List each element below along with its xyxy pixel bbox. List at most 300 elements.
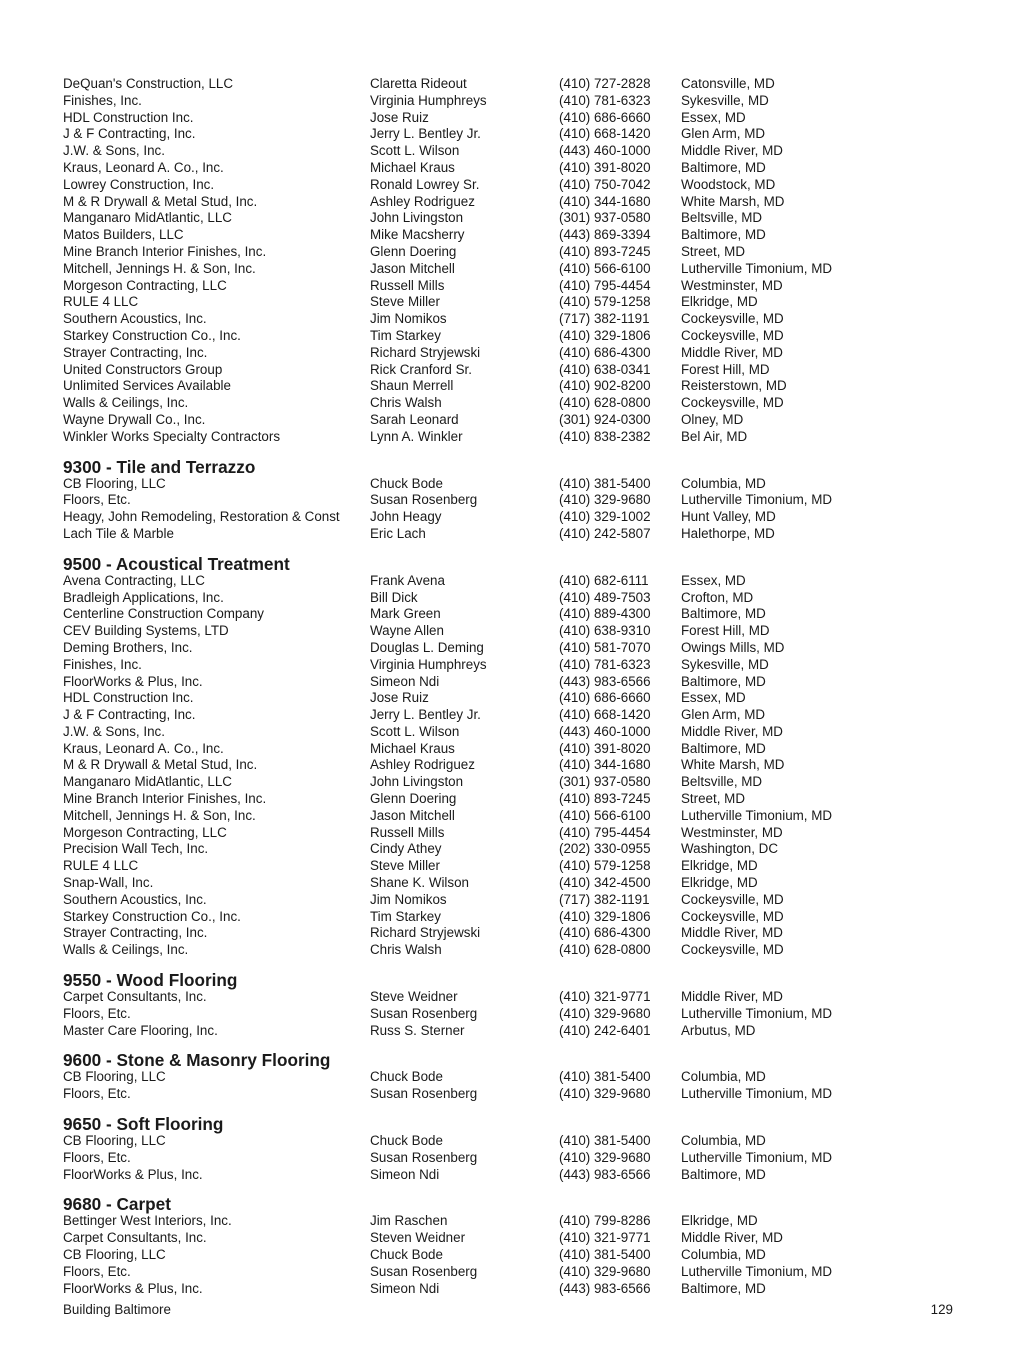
location: Baltimore, MD [681,673,766,689]
directory-row [63,909,963,926]
contact-name: Glenn Doering [370,791,457,807]
phone-number: (410) 889-4300 [559,606,651,622]
phone-number: (410) 329-9680 [559,1149,651,1165]
phone-number: (410) 579-1258 [559,294,651,310]
contact-name: John Heagy [370,509,442,525]
location: Owings Mills, MD [681,639,785,655]
contact-name: Steve Miller [370,858,440,874]
phone-number: (410) 329-1002 [559,509,651,525]
directory-row [63,606,963,623]
location: Forest Hill, MD [681,361,770,377]
company-name: Carpet Consultants, Inc. [63,1230,207,1246]
contact-name: Chuck Bode [370,1133,443,1149]
contact-name: Steve Weidner [370,989,458,1005]
contact-name: Susan Rosenberg [370,492,478,508]
contact-name: Susan Rosenberg [370,1086,478,1102]
company-name: United Constructors Group [63,361,223,377]
company-name: J & F Contracting, Inc. [63,707,196,723]
directory-row [63,825,963,842]
location: Reisterstown, MD [681,378,787,394]
company-name: J.W. & Sons, Inc. [63,143,165,159]
phone-number: (410) 381-5400 [559,475,651,491]
phone-number: (410) 391-8020 [559,740,651,756]
location: Baltimore, MD [681,740,766,756]
contact-name: Chuck Bode [370,475,443,491]
location: Middle River, MD [681,1230,783,1246]
phone-number: (410) 329-9680 [559,1263,651,1279]
company-name: DeQuan's Construction, LLC [63,76,234,91]
directory-row [63,160,963,177]
location: Lutherville Timonium, MD [681,807,833,823]
directory-row [63,210,963,227]
company-name: Manganaro MidAtlantic, LLC [63,774,232,790]
directory-section [63,1115,963,1183]
phone-number: (410) 668-1420 [559,707,651,723]
phone-number: (410) 329-1806 [559,908,651,924]
directory-row [63,278,963,295]
directory-row [63,194,963,211]
directory-row [63,429,963,446]
contact-name: Chris Walsh [370,395,442,411]
company-name: CB Flooring, LLC [63,475,166,491]
phone-number: (410) 242-5807 [559,525,651,541]
phone-number: (410) 795-4454 [559,824,651,840]
directory-section [63,1195,963,1297]
company-name: Southern Acoustics, Inc. [63,311,207,327]
company-name: Floors, Etc. [63,1149,131,1165]
company-name: Strayer Contracting, Inc. [63,925,208,941]
company-name: Floors, Etc. [63,1263,131,1279]
location: Glen Arm, MD [681,707,766,723]
company-name: CEV Building Systems, LTD [63,623,229,639]
directory-row [63,875,963,892]
directory-row [63,110,963,127]
phone-number: (410) 628-0800 [559,942,651,958]
location: Beltsville, MD [681,210,763,226]
directory-row [63,311,963,328]
contact-name: Simeon Ndi [370,1166,440,1182]
directory-row [63,741,963,758]
location: Bel Air, MD [681,428,748,444]
location: Baltimore, MD [681,227,766,243]
contact-name: Steve Miller [370,294,440,310]
location: Elkridge, MD [681,1213,758,1229]
phone-number: (410) 342-4500 [559,875,651,891]
directory-row [63,362,963,379]
contact-name: Russell Mills [370,824,445,840]
location: Elkridge, MD [681,858,758,874]
contact-name: Tim Starkey [370,327,441,343]
company-name: Morgeson Contracting, LLC [63,824,227,840]
directory-row [63,244,963,261]
company-name: Manganaro MidAtlantic, LLC [63,210,232,226]
contact-name: Claretta Rideout [370,76,467,91]
section-heading: 9550 - Wood Flooring [63,970,238,991]
directory-row [63,724,963,741]
location: Columbia, MD [681,1133,766,1149]
phone-number: (410) 795-4454 [559,277,651,293]
company-name: Unlimited Services Available [63,378,231,394]
location: Columbia, MD [681,475,766,491]
directory-row [63,509,963,526]
directory-row [63,328,963,345]
directory-row [63,294,963,311]
phone-number: (410) 750-7042 [559,176,651,192]
company-name: Walls & Ceilings, Inc. [63,395,189,411]
company-name: M & R Drywall & Metal Stud, Inc. [63,757,258,773]
phone-number: (410) 329-1806 [559,327,651,343]
contact-name: Michael Kraus [370,159,455,175]
company-name: Master Care Flooring, Inc. [63,1022,218,1038]
directory-row [63,476,963,493]
company-name: Mitchell, Jennings H. & Son, Inc. [63,807,256,823]
directory-row [63,1006,963,1023]
company-name: M & R Drywall & Metal Stud, Inc. [63,193,258,209]
location: Sykesville, MD [681,92,769,108]
contact-name: Russ S. Sterner [370,1022,465,1038]
location: Columbia, MD [681,1247,766,1263]
company-name: Mine Branch Interior Finishes, Inc. [63,791,267,807]
company-name: Starkey Construction Co., Inc. [63,327,241,343]
directory-row [63,942,963,959]
company-name: CB Flooring, LLC [63,1069,166,1085]
contact-name: Scott L. Wilson [370,143,460,159]
location: Halethorpe, MD [681,525,775,541]
company-name: Bettinger West Interiors, Inc. [63,1213,232,1229]
location: Forest Hill, MD [681,623,770,639]
directory-row [63,1264,963,1281]
phone-number: (443) 460-1000 [559,723,651,739]
company-name: Kraus, Leonard A. Co., Inc. [63,159,224,175]
footer-page-number: 129 [930,1302,953,1317]
location: Sykesville, MD [681,656,769,672]
contact-name: Cindy Athey [370,841,442,857]
phone-number: (410) 781-6323 [559,92,651,108]
company-name: J.W. & Sons, Inc. [63,723,165,739]
directory-section [63,76,963,446]
phone-number: (443) 869-3394 [559,227,651,243]
location: Lutherville Timonium, MD [681,1005,833,1021]
company-name: Floors, Etc. [63,1005,131,1021]
location: Middle River, MD [681,344,783,360]
contact-name: Susan Rosenberg [370,1005,478,1021]
company-name: Mine Branch Interior Finishes, Inc. [63,243,267,259]
phone-number: (410) 893-7245 [559,243,651,259]
contact-name: Tim Starkey [370,908,441,924]
company-name: Morgeson Contracting, LLC [63,277,227,293]
location: Catonsville, MD [681,76,775,91]
directory-row [63,93,963,110]
company-name: HDL Construction Inc. [63,109,194,125]
directory-row [63,126,963,143]
company-name: Precision Wall Tech, Inc. [63,841,209,857]
directory-row [63,1086,963,1103]
company-name: Mitchell, Jennings H. & Son, Inc. [63,260,256,276]
phone-number: (202) 330-0955 [559,841,651,857]
phone-number: (410) 321-9771 [559,989,651,1005]
section-heading: 9680 - Carpet [63,1194,171,1215]
contact-name: Susan Rosenberg [370,1149,478,1165]
company-name: Walls & Ceilings, Inc. [63,942,189,958]
phone-number: (410) 838-2382 [559,428,651,444]
company-name: Lowrey Construction, Inc. [63,176,215,192]
phone-number: (410) 329-9680 [559,1086,651,1102]
phone-number: (410) 381-5400 [559,1133,651,1149]
directory-section [63,971,963,1039]
contact-name: Jason Mitchell [370,807,455,823]
phone-number: (410) 489-7503 [559,589,651,605]
directory-row [63,774,963,791]
location: Hunt Valley, MD [681,509,776,525]
phone-number: (410) 628-0800 [559,395,651,411]
contact-name: Russell Mills [370,277,445,293]
phone-number: (410) 668-1420 [559,126,651,142]
location: Cockeysville, MD [681,908,784,924]
phone-number: (410) 344-1680 [559,757,651,773]
directory-row [63,858,963,875]
contact-name: Mike Macsherry [370,227,465,243]
contact-name: Ashley Rodriguez [370,757,475,773]
company-name: HDL Construction Inc. [63,690,194,706]
location: White Marsh, MD [681,757,785,773]
phone-number: (301) 937-0580 [559,774,651,790]
location: Cockeysville, MD [681,311,784,327]
phone-number: (410) 566-6100 [559,807,651,823]
directory-row [63,1281,963,1298]
phone-number: (443) 983-6566 [559,1166,651,1182]
company-name: RULE 4 LLC [63,294,139,310]
contact-name: Jerry L. Bentley Jr. [370,707,481,723]
directory-row [63,707,963,724]
directory-section [63,555,963,959]
section-heading: 9600 - Stone & Masonry Flooring [63,1050,331,1071]
location: Baltimore, MD [681,159,766,175]
contact-name: Virginia Humphreys [370,92,487,108]
contact-name: Sarah Leonard [370,411,459,427]
contact-name: Shaun Merrell [370,378,454,394]
company-name: FloorWorks & Plus, Inc. [63,1166,203,1182]
phone-number: (410) 902-8200 [559,378,651,394]
company-name: Strayer Contracting, Inc. [63,344,208,360]
directory-row [63,76,963,93]
location: Beltsville, MD [681,774,763,790]
contact-name: Jose Ruiz [370,690,429,706]
company-name: Bradleigh Applications, Inc. [63,589,224,605]
contact-name: Eric Lach [370,525,426,541]
contact-name: Frank Avena [370,572,445,588]
company-name: CB Flooring, LLC [63,1133,166,1149]
location: Lutherville Timonium, MD [681,492,833,508]
location: Cockeysville, MD [681,327,784,343]
directory-row [63,395,963,412]
company-name: Deming Brothers, Inc. [63,639,193,655]
phone-number: (410) 727-2828 [559,76,651,91]
location: Washington, DC [681,841,778,857]
section-heading: 9300 - Tile and Terrazzo [63,456,256,477]
company-name: Winkler Works Specialty Contractors [63,428,281,444]
phone-number: (443) 983-6566 [559,673,651,689]
location: Arbutus, MD [681,1022,756,1038]
phone-number: (443) 460-1000 [559,143,651,159]
directory-row [63,757,963,774]
phone-number: (301) 937-0580 [559,210,651,226]
contact-name: Chris Walsh [370,942,442,958]
phone-number: (410) 682-6111 [559,572,649,588]
directory-row [63,143,963,160]
location: Lutherville Timonium, MD [681,260,833,276]
phone-number: (410) 781-6323 [559,656,651,672]
directory-row [63,261,963,278]
contact-name: Glenn Doering [370,243,457,259]
directory-row [63,573,963,590]
contact-name: Jim Raschen [370,1213,448,1229]
location: Lutherville Timonium, MD [681,1086,833,1102]
directory-row [63,657,963,674]
contact-name: Richard Stryjewski [370,344,481,360]
company-name: J & F Contracting, Inc. [63,126,196,142]
phone-number: (410) 638-0341 [559,361,651,377]
phone-number: (410) 581-7070 [559,639,651,655]
phone-number: (301) 924-0300 [559,411,651,427]
contact-name: Ashley Rodriguez [370,193,475,209]
company-name: Heagy, John Remodeling, Restoration & Const [63,509,340,525]
contact-name: John Livingston [370,210,464,226]
location: Olney, MD [681,411,744,427]
contact-name: Jason Mitchell [370,260,455,276]
location: Woodstock, MD [681,176,776,192]
phone-number: (410) 381-5400 [559,1247,651,1263]
location: Essex, MD [681,109,746,125]
location: Elkridge, MD [681,294,758,310]
location: Cockeysville, MD [681,942,784,958]
contact-name: Rick Cranford Sr. [370,361,472,377]
company-name: Finishes, Inc. [63,92,142,108]
location: Street, MD [681,791,745,807]
directory-row [63,640,963,657]
location: Lutherville Timonium, MD [681,1149,833,1165]
company-name: CB Flooring, LLC [63,1247,166,1263]
phone-number: (410) 242-6401 [559,1022,651,1038]
phone-number: (410) 321-9771 [559,1230,651,1246]
directory-section [63,1051,963,1103]
directory-row [63,526,963,543]
phone-number: (717) 382-1191 [559,311,650,327]
directory-row [63,690,963,707]
company-name: Finishes, Inc. [63,656,142,672]
directory-row [63,590,963,607]
company-name: Wayne Drywall Co., Inc. [63,411,206,427]
contact-name: Lynn A. Winkler [370,428,463,444]
directory-row [63,808,963,825]
location: Middle River, MD [681,143,783,159]
location: Cockeysville, MD [681,395,784,411]
location: Baltimore, MD [681,606,766,622]
contact-name: Jerry L. Bentley Jr. [370,126,481,142]
phone-number: (443) 983-6566 [559,1280,651,1296]
contact-name: Douglas L. Deming [370,639,484,655]
company-name: Kraus, Leonard A. Co., Inc. [63,740,224,756]
contact-name: Steven Weidner [370,1230,466,1246]
contact-name: Ronald Lowrey Sr. [370,176,480,192]
company-name: Floors, Etc. [63,1086,131,1102]
phone-number: (410) 799-8286 [559,1213,651,1229]
location: Glen Arm, MD [681,126,766,142]
contact-name: Chuck Bode [370,1069,443,1085]
company-name: Carpet Consultants, Inc. [63,989,207,1005]
directory-row [63,1023,963,1040]
location: Baltimore, MD [681,1280,766,1296]
location: Middle River, MD [681,723,783,739]
footer-publication: Building Baltimore [63,1302,171,1317]
directory-row [63,1150,963,1167]
company-name: FloorWorks & Plus, Inc. [63,673,203,689]
company-name: FloorWorks & Plus, Inc. [63,1280,203,1296]
company-name: Snap-Wall, Inc. [63,875,154,891]
contact-name: Michael Kraus [370,740,455,756]
location: White Marsh, MD [681,193,785,209]
company-name: Southern Acoustics, Inc. [63,891,207,907]
directory-row [63,227,963,244]
directory-row [63,791,963,808]
directory-row [63,892,963,909]
location: Cockeysville, MD [681,891,784,907]
phone-number: (410) 638-9310 [559,623,651,639]
contact-name: Bill Dick [370,589,418,605]
contact-name: Jose Ruiz [370,109,429,125]
location: Lutherville Timonium, MD [681,1263,833,1279]
location: Essex, MD [681,690,746,706]
directory-row [63,345,963,362]
directory-row [63,674,963,691]
phone-number: (410) 381-5400 [559,1069,651,1085]
company-name: Floors, Etc. [63,492,131,508]
section-heading: 9500 - Acoustical Treatment [63,553,290,574]
phone-number: (410) 686-4300 [559,344,651,360]
contact-name: Wayne Allen [370,623,444,639]
directory-row [63,989,963,1006]
contact-name: Richard Stryjewski [370,925,481,941]
phone-number: (410) 329-9680 [559,492,651,508]
phone-number: (410) 579-1258 [559,858,651,874]
location: Crofton, MD [681,589,754,605]
directory-row [63,1069,963,1086]
directory-row [63,378,963,395]
location: Columbia, MD [681,1069,766,1085]
directory-row [63,1213,963,1230]
contact-name: Virginia Humphreys [370,656,487,672]
directory-row [63,925,963,942]
phone-number: (410) 566-6100 [559,260,651,276]
directory-row [63,1247,963,1264]
directory-listing [63,76,963,1297]
company-name: Centerline Construction Company [63,606,264,622]
directory-row [63,492,963,509]
contact-name: Jim Nomikos [370,311,447,327]
company-name: Avena Contracting, LLC [63,572,205,588]
directory-section [63,458,963,543]
directory-row [63,1133,963,1150]
location: Elkridge, MD [681,875,758,891]
company-name: Starkey Construction Co., Inc. [63,908,241,924]
directory-row [63,623,963,640]
contact-name: Shane K. Wilson [370,875,469,891]
location: Middle River, MD [681,989,783,1005]
location: Baltimore, MD [681,1166,766,1182]
company-name: Lach Tile & Marble [63,525,174,541]
phone-number: (410) 686-6660 [559,109,651,125]
contact-name: John Livingston [370,774,464,790]
directory-row [63,412,963,429]
